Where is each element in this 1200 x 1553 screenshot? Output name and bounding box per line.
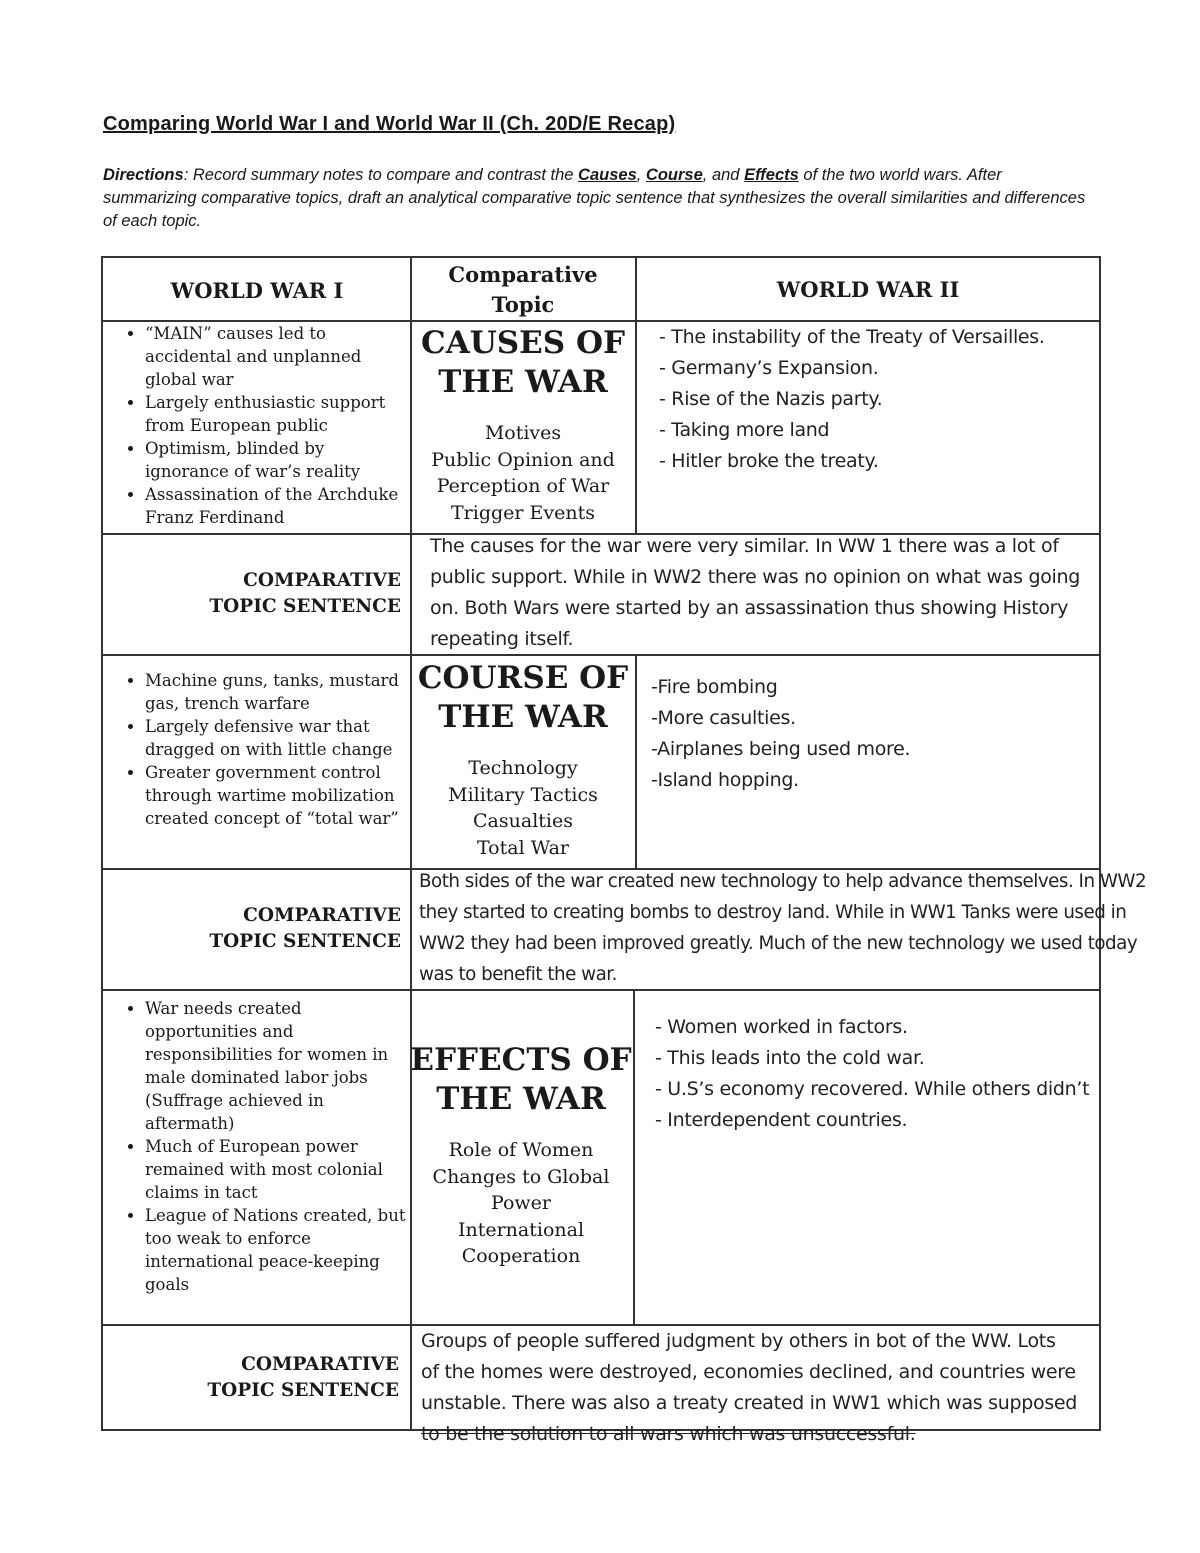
topic-subtopic: Technology xyxy=(468,757,578,779)
topic-sentence-effects xyxy=(421,1326,1077,1450)
topic-subtopic: Motives xyxy=(484,422,562,444)
topic-title: EFFECTS OF xyxy=(410,1042,632,1078)
sentence-line: was to benefit the war. xyxy=(419,964,617,985)
sentence-line: to be the solution to all wars which was unsuccessful. xyxy=(421,1423,916,1445)
topic-sentence-label xyxy=(101,1352,399,1404)
topic-subtopic: Perception of War xyxy=(436,475,610,497)
topic-sentence-label-line: TOPIC SENTENCE xyxy=(209,931,401,952)
topic-subtopic: Public Opinion and xyxy=(431,448,615,471)
directions-label: Directions xyxy=(103,166,184,184)
sentence-line: they started to creating bombs to destroy land. While in WW1 Tanks were used in xyxy=(419,902,1127,923)
topic-subtopic: Total War xyxy=(476,836,569,859)
directions-text: of the two world wars. After summarizing comparative topics, draft an analytical comparative topic sentence that synthesizes the overall similarities and differences of each topic. xyxy=(103,166,1086,230)
list-item: • Optimism, blinded by ignorance of war’s reality xyxy=(145,437,407,483)
note-line: -Island hopping. xyxy=(651,769,799,791)
list-item: • Greater government control through wartime mobilization created concept of “total war” xyxy=(145,761,407,830)
ww1-effects-list xyxy=(103,997,407,1296)
sentence-line: repeating itself. xyxy=(430,628,574,650)
topic-subtopic: Trigger Events xyxy=(451,501,595,524)
topic-course xyxy=(411,659,635,861)
note-line: - Germany’s Expansion. xyxy=(659,357,879,379)
header-ww1: WORLD WAR I xyxy=(170,278,344,303)
note-line: - Women worked in factors. xyxy=(655,1016,908,1038)
keyword-effects: Effects xyxy=(744,166,799,184)
directions-sep: , xyxy=(636,166,646,184)
topic-sentence-label xyxy=(103,903,401,955)
topic-subtopics xyxy=(409,1137,633,1270)
ww2-causes-notes xyxy=(659,322,1045,477)
keyword-causes: Causes xyxy=(578,166,637,184)
topic-causes xyxy=(411,324,635,526)
list-item: • Machine guns, tanks, mustard gas, trench warfare xyxy=(145,669,407,715)
topic-sentence-label-line: COMPARATIVE xyxy=(243,570,401,591)
list-item: • Largely enthusiastic support from European public xyxy=(145,391,407,437)
list-item: • Assassination of the Archduke Franz Ferdinand xyxy=(145,483,407,529)
topic-subtopic: International xyxy=(457,1218,585,1241)
ww1-causes-list xyxy=(103,322,407,529)
topic-sentence-course xyxy=(419,866,1146,990)
sentence-line: Groups of people suffered judgment by others in bot of the WW. Lots xyxy=(421,1330,1056,1352)
keyword-course: Course xyxy=(645,166,703,184)
sentence-line: public support. While in WW2 there was no opinion on what was going xyxy=(430,566,1081,588)
topic-sentence-causes xyxy=(430,531,1080,655)
topic-sentence-label-line: TOPIC SENTENCE xyxy=(207,1380,399,1401)
note-line: - This leads into the cold war. xyxy=(655,1047,925,1069)
sentence-line: The causes for the war were very similar. In WW 1 there was a lot of xyxy=(430,535,1059,557)
directions-sep: , and xyxy=(702,166,745,184)
sentence-line: WW2 they had been improved greatly. Much of the new technology we used today xyxy=(419,933,1138,954)
list-item: • “MAIN” causes led to accidental and unplanned global war xyxy=(145,322,407,391)
topic-subtopic: Cooperation xyxy=(461,1245,581,1267)
page-title: Comparing World War I and World War II (Ch. 20D/E Recap) xyxy=(103,113,676,135)
topic-subtopic: Casualties xyxy=(473,810,573,832)
topic-sentence-label-line: COMPARATIVE xyxy=(243,905,401,926)
list-item: • War needs created opportunities and responsibilities for women in male dominated labor jobs (Suffrage achieved in aftermath) xyxy=(145,997,407,1135)
sentence-line: on. Both Wars were started by an assassination thus showing History xyxy=(430,597,1069,619)
note-line: -Fire bombing xyxy=(651,676,778,698)
topic-title: COURSE OF xyxy=(417,660,629,696)
sentence-line: Both sides of the war created new technology to help advance themselves. In WW2 xyxy=(419,871,1147,892)
table-rule xyxy=(633,989,635,1324)
header-topic-line: Comparative xyxy=(448,262,598,287)
sentence-line: unstable. There was also a treaty created in WW1 which was supposed xyxy=(421,1392,1078,1414)
header-ww2: WORLD WAR II xyxy=(776,277,960,302)
note-line: - Taking more land xyxy=(659,419,830,441)
topic-sentence-label-line: TOPIC SENTENCE xyxy=(209,596,401,617)
ww1-course-list xyxy=(103,669,407,830)
list-item: • Much of European power remained with most colonial claims in tact xyxy=(145,1135,407,1204)
topic-title: THE WAR xyxy=(438,699,608,735)
table-rule xyxy=(635,654,637,868)
directions xyxy=(103,164,1093,233)
header-topic-line: Topic xyxy=(491,292,555,317)
topic-title: THE WAR xyxy=(436,1081,606,1117)
topic-subtopic: Military Tactics xyxy=(448,783,598,806)
topic-subtopics xyxy=(411,755,635,861)
note-line: - U.S’s economy recovered. While others didn’t xyxy=(655,1078,1090,1100)
topic-subtopics xyxy=(411,420,635,526)
topic-subtopic: Power xyxy=(490,1192,552,1214)
topic-effects xyxy=(409,1041,633,1270)
ww2-course-notes xyxy=(651,672,910,796)
note-line: - Hitler broke the treaty. xyxy=(659,450,879,472)
note-line: -Airplanes being used more. xyxy=(651,738,911,760)
header-topic xyxy=(411,260,635,320)
sentence-line: of the homes were destroyed, economies declined, and countries were xyxy=(421,1361,1076,1383)
note-line: - Rise of the Nazis party. xyxy=(659,388,883,410)
topic-title: CAUSES OF xyxy=(421,325,625,361)
topic-sentence-label xyxy=(103,568,401,620)
list-item: • League of Nations created, but too weak to enforce international peace-keeping goals xyxy=(145,1204,407,1296)
topic-sentence-label-line: COMPARATIVE xyxy=(241,1354,399,1375)
note-line: - The instability of the Treaty of Versailles. xyxy=(659,326,1045,348)
note-line: - Interdependent countries. xyxy=(655,1109,908,1131)
ww2-effects-notes xyxy=(655,1012,1089,1136)
topic-subtopic: Changes to Global xyxy=(432,1165,610,1188)
list-item: • Largely defensive war that dragged on with little change xyxy=(145,715,407,761)
topic-subtopic: Role of Women xyxy=(448,1139,594,1161)
directions-text: : Record summary notes to compare and contrast the xyxy=(183,166,579,184)
note-line: -More casulties. xyxy=(651,707,796,729)
topic-title: THE WAR xyxy=(438,364,608,400)
